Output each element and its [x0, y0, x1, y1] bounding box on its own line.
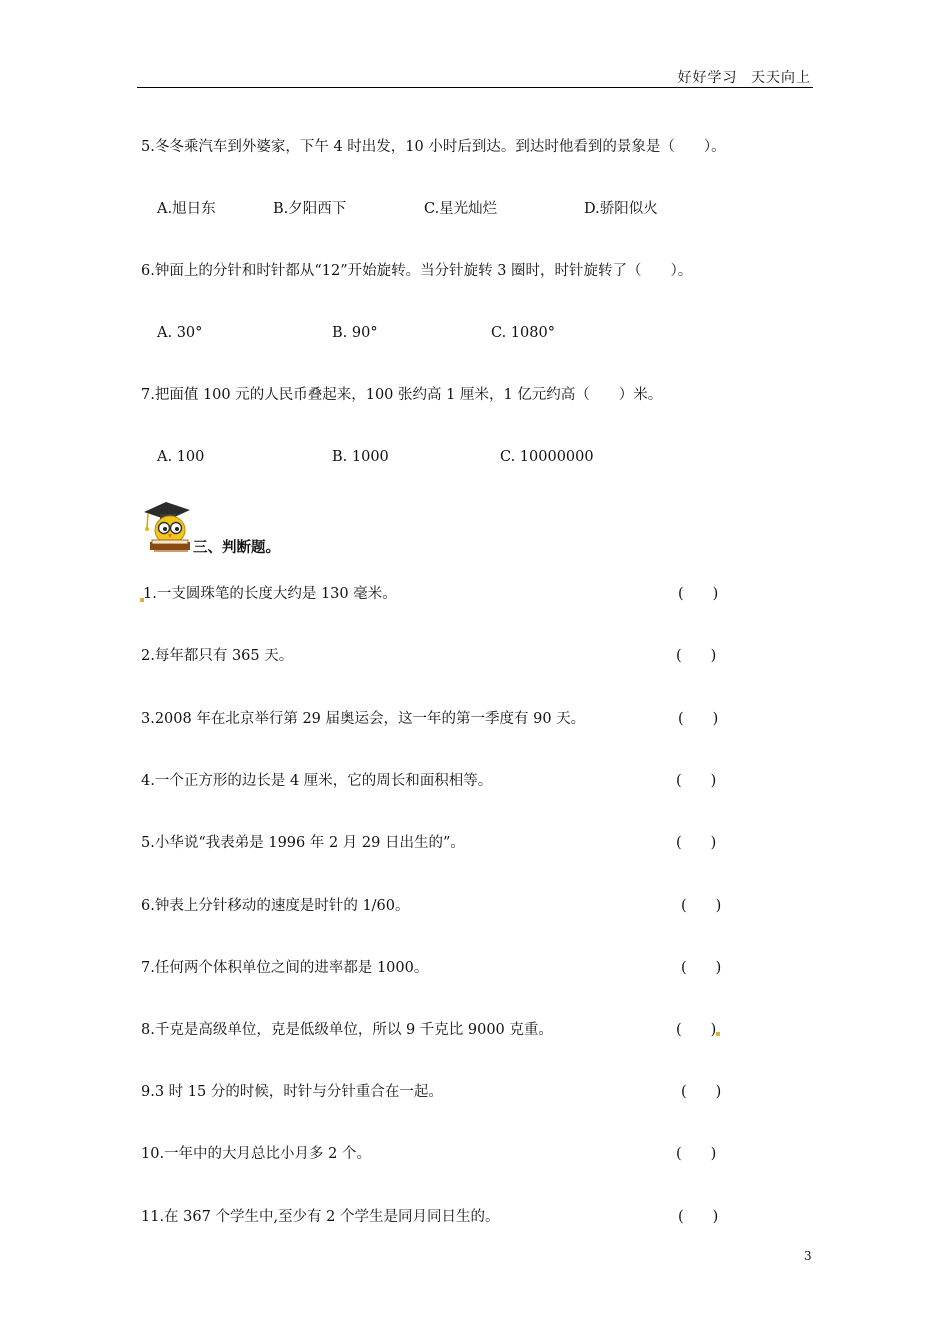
option-c: C. 10000000 [500, 449, 594, 465]
highlight-mark [716, 1032, 720, 1036]
judgement-text-2: 2.每年都只有 365 天。 [141, 648, 294, 664]
header-slogan: 好好学习 天天向上 [677, 70, 811, 86]
option-b: B. 90° [332, 325, 378, 341]
question-text: 5.冬冬乘汽车到外婆家，下午 4 时出发，10 小时后到达。到达时他看到的景象是（ ）。 [141, 139, 726, 155]
answer-paren-7: ( ) [681, 960, 722, 976]
option-a: A. 100 [157, 449, 205, 465]
page-number: 3 [804, 1249, 812, 1263]
answer-paren-5: ( ) [676, 835, 717, 851]
judgement-text-8: 8.千克是高级单位，克是低级单位，所以 9 千克比 9000 克重。 [141, 1022, 553, 1038]
judgement-text-7: 7.任何两个体积单位之间的进率都是 1000。 [141, 960, 429, 976]
question-text: 7.把面值 100 元的人民币叠起来，100 张约高 1 厘米，1 亿元约高（ ）米。 [141, 387, 663, 403]
judgement-text-4: 4.一个正方形的边长是 4 厘米，它的周长和面积相等。 [141, 773, 493, 789]
answer-paren-8: ( ) [676, 1022, 717, 1038]
option-b: B. 1000 [332, 449, 389, 465]
judgement-text-11: 11.在 367 个学生中,至少有 2 个学生是同月同日生的。 [141, 1209, 500, 1225]
answer-paren-6: ( ) [681, 898, 722, 914]
header-rule [137, 87, 813, 88]
question-text: 6.钟面上的分针和时针都从“12”开始旋转。当分针旋转 3 圈时，时针旋转了（ ）。 [141, 263, 693, 279]
option-c: C. 1080° [491, 325, 555, 341]
answer-paren-10: ( ) [676, 1146, 717, 1162]
option-b: B.夕阳西下 [273, 201, 347, 217]
answer-paren-11: ( ) [678, 1209, 719, 1225]
judgement-text-10: 10.一年中的大月总比小月多 2 个。 [141, 1146, 372, 1162]
judgement-text-6: 6.钟表上分针移动的速度是时针的 1/60。 [141, 898, 410, 914]
option-a: A.旭日东 [157, 201, 216, 217]
judgement-text-5: 5.小华说“我表弟是 1996 年 2 月 29 日出生的”。 [141, 835, 465, 851]
judgement-text-3: 3.2008 年在北京举行第 29 届奥运会，这一年的第一季度有 90 天。 [141, 711, 586, 727]
option-a: A. 30° [157, 325, 203, 341]
answer-paren-4: ( ) [676, 773, 717, 789]
option-d: D.骄阳似火 [584, 201, 658, 217]
judgement-text-9: 9.3 时 15 分的时候，时针与分针重合在一起。 [141, 1084, 443, 1100]
owl-scholar-icon [140, 498, 194, 554]
judgement-text-1: 1.一支圆珠笔的长度大约是 130 毫米。 [143, 586, 397, 602]
section-title: 三、判断题。 [193, 540, 280, 556]
answer-paren-9: ( ) [681, 1084, 722, 1100]
answer-paren-1: ( ) [678, 586, 719, 602]
answer-paren-2: ( ) [676, 648, 717, 664]
answer-paren-3: ( ) [678, 711, 719, 727]
option-c: C.星光灿烂 [424, 201, 498, 217]
